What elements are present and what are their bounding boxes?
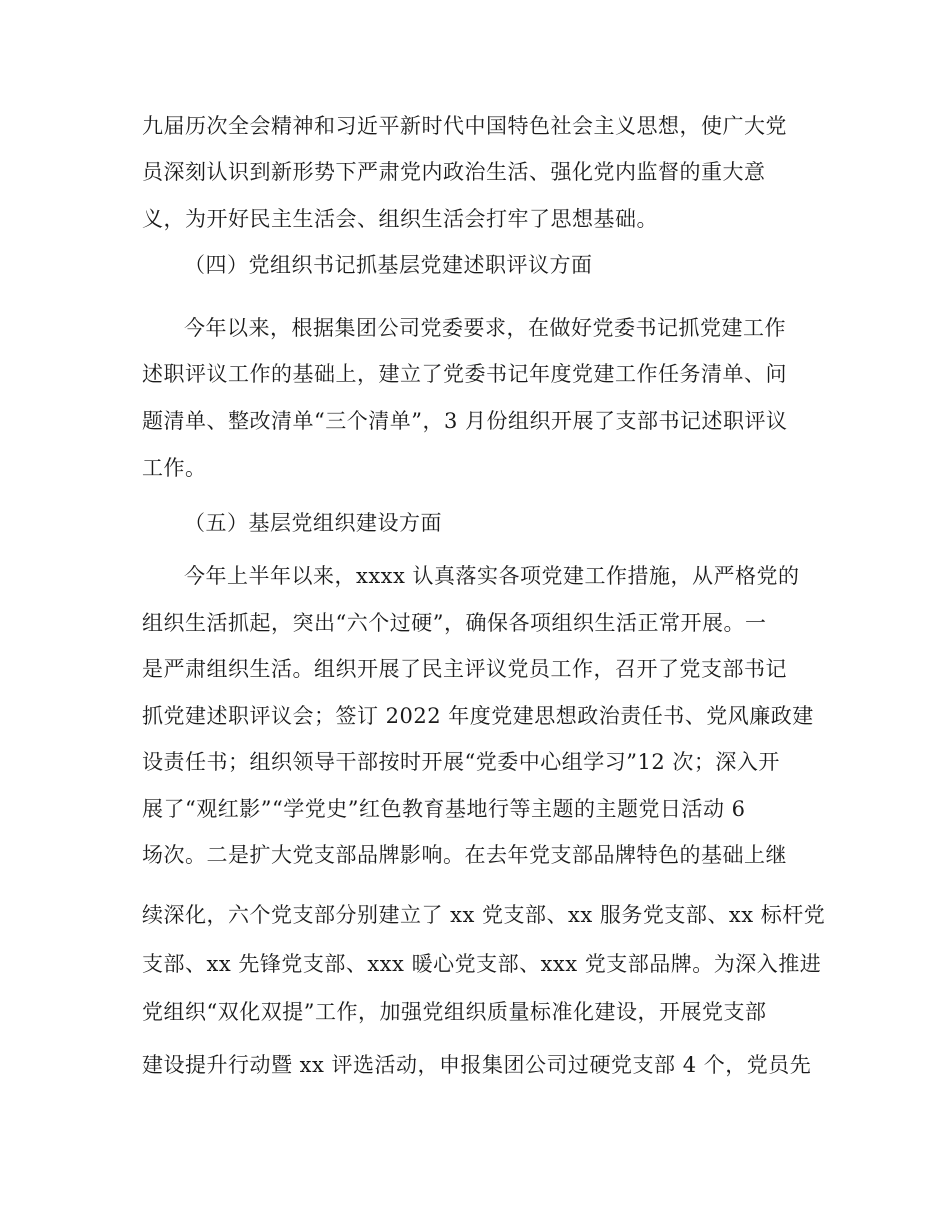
paragraph-line: 续深化，六个党支部分别建立了 xx 党支部、xx 服务党支部、xx 标杆党	[142, 903, 826, 927]
paragraph-line: 支部、xx 先锋党支部、xxx 暖心党支部、xxx 党支部品牌。为深入推进	[142, 952, 822, 976]
paragraph-line: 工作。	[142, 456, 207, 480]
paragraph-line: 党组织“双化双提”工作，加强党组织质量标准化建设，开展党支部	[142, 1000, 767, 1024]
paragraph-line: 员深刻认识到新形势下严肃党内政治生活、强化党内监督的重大意	[142, 160, 766, 184]
section-heading-4: （四）党组织书记抓基层党建述职评议方面	[184, 253, 593, 277]
paragraph-line: 抓党建述职评议会；签订 2022 年度党建思想政治责任书、党风廉政建	[142, 704, 814, 728]
paragraph-line: 今年以来，根据集团公司党委要求，在做好党委书记抓党建工作	[184, 316, 786, 340]
section-heading-5: （五）基层党组织建设方面	[184, 511, 442, 535]
paragraph-line: 展了“观红影”“学党史”红色教育基地行等主题的主题党日活动 6	[142, 797, 746, 821]
paragraph-line: 述职评议工作的基础上，建立了党委书记年度党建工作任务清单、问	[142, 362, 787, 386]
paragraph-line: 题清单、整改清单“三个清单”，3 月份组织开展了支部书记述职评议	[142, 409, 788, 433]
paragraph-line: 今年上半年以来，xxxx 认真落实各项党建工作措施，从严格党的	[184, 564, 800, 588]
paragraph-line: 是严肃组织生活。组织开展了民主评议党员工作，召开了党支部书记	[142, 657, 787, 681]
paragraph-line: 场次。二是扩大党支部品牌影响。在去年党支部品牌特色的基础上继	[142, 843, 787, 867]
paragraph-line: 设责任书；组织领导干部按时开展“党委中心组学习”12 次；深入开	[142, 750, 780, 774]
paragraph-line: 组织生活抓起，突出“六个过硬”，确保各项组织生活正常开展。一	[142, 611, 767, 635]
paragraph-line: 九届历次全会精神和习近平新时代中国特色社会主义思想，使广大党	[142, 114, 787, 138]
paragraph-line: 建设提升行动暨 xx 评选活动，申报集团公司过硬党支部 4 个，党员先	[142, 1053, 812, 1077]
paragraph-line: 义，为开好民主生活会、组织生活会打牢了思想基础。	[142, 207, 658, 231]
